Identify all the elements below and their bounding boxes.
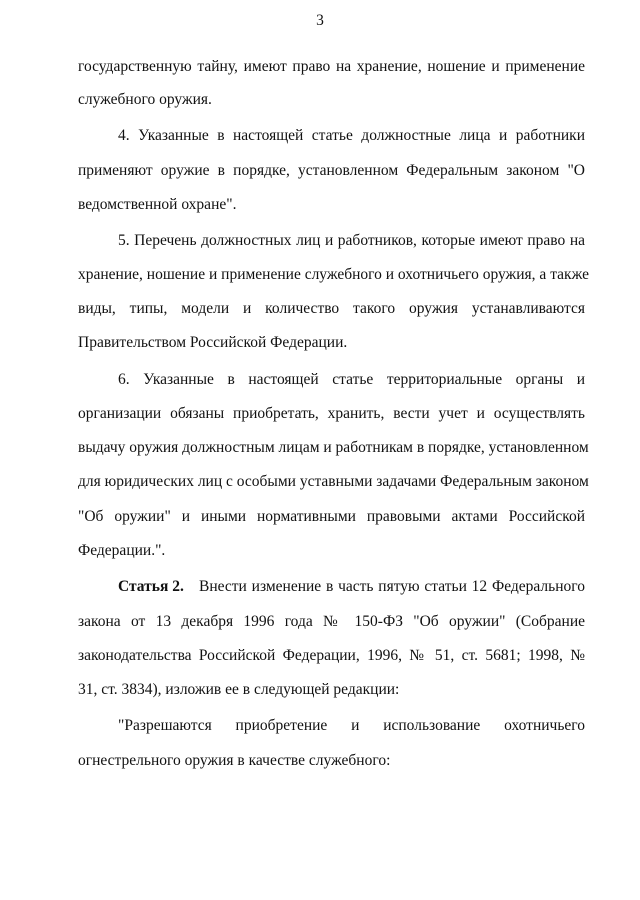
text-line: законодательства Российской Федерации, 1996, № 51, ст. 5681; 1998, № (78, 647, 585, 664)
text-line: государственную тайну, имеют право на хранение, ношение и применение (78, 58, 585, 75)
paragraph-4-line: 4. Указанные в настоящей статье должностные лица и работники (118, 127, 585, 144)
article-2-heading: Статья 2. (118, 578, 184, 595)
text-line: выдачу оружия должностным лицам и работникам в порядке, установленном (78, 439, 589, 456)
text-line: служебного оружия. (78, 91, 212, 108)
text-line: хранение, ношение и применение служебного и охотничьего оружия, а также (78, 266, 589, 283)
text-line: Федерации.". (78, 542, 166, 559)
text-line: применяют оружие в порядке, установленном Федеральным законом "О (78, 162, 585, 179)
page-number: 3 (316, 12, 324, 29)
paragraph-6-line: 6. Указанные в настоящей статье территориальные органы и (118, 371, 585, 388)
text-line: Правительством Российской Федерации. (78, 334, 348, 351)
article-2-text: Внести изменение в часть пятую статьи 12 Федерального (199, 578, 585, 595)
paragraph-5-line: 5. Перечень должностных лиц и работников, которые имеют право на (118, 232, 585, 249)
text-line: организации обязаны приобретать, хранить, вести учет и осуществлять (78, 405, 585, 422)
text-line: "Об оружии" и иными нормативными правовыми актами Российской (78, 508, 585, 525)
text-line: ведомственной охране". (78, 196, 237, 213)
text-line: огнестрельного оружия в качестве служебного: (78, 752, 391, 769)
text-line: закона от 13 декабря 1996 года № 150-ФЗ "Об оружии" (Собрание (78, 613, 585, 630)
text-line: виды, типы, модели и количество такого оружия устанавливаются (78, 300, 585, 317)
text-line: 31, ст. 3834), изложив ее в следующей редакции: (78, 681, 400, 698)
quoted-amendment-line: "Разрешаются приобретение и использование охотничьего (118, 717, 585, 734)
text-line: для юридических лиц с особыми уставными задачами Федеральным законом (78, 473, 589, 490)
